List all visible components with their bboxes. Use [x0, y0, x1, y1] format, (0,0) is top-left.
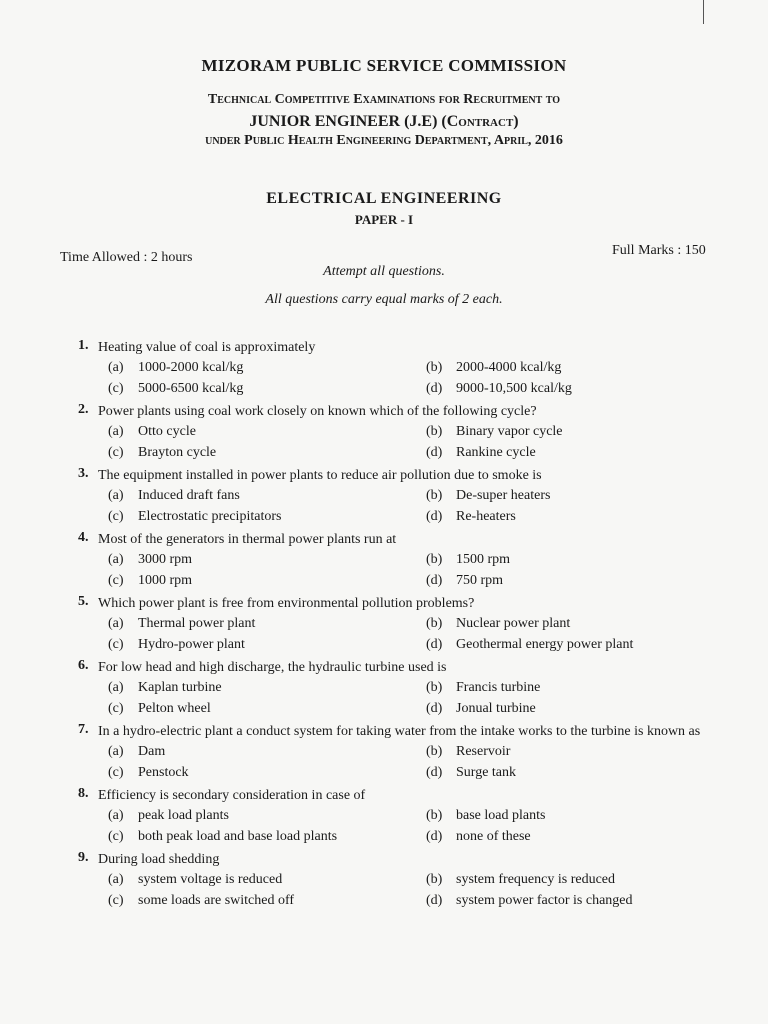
question-line — [78, 786, 738, 805]
option-label: (a) — [108, 424, 124, 439]
question-line — [78, 530, 738, 549]
question-text: Most of the generators in thermal power plants run at — [98, 532, 397, 547]
question-number: 6. — [78, 658, 89, 673]
answer-option — [108, 506, 426, 527]
option-label: (a) — [108, 616, 124, 631]
answer-option — [108, 613, 426, 634]
answer-option — [108, 762, 426, 783]
answer-option — [426, 826, 746, 847]
answer-option — [426, 677, 746, 698]
option-label: (c) — [108, 573, 124, 588]
answer-option — [426, 698, 746, 719]
question-number: 1. — [78, 338, 89, 353]
post-title — [0, 113, 768, 131]
question-line — [78, 722, 738, 741]
option-text: system voltage is reduced — [138, 872, 283, 887]
option-label: (b) — [426, 360, 443, 375]
option-grid — [108, 485, 738, 527]
option-text: 1500 rpm — [456, 552, 511, 567]
option-label: (b) — [426, 424, 443, 439]
answer-option — [426, 549, 746, 570]
option-text: 9000-10,500 kcal/kg — [456, 381, 572, 396]
page-edge-mark — [703, 0, 704, 24]
option-label: (b) — [426, 488, 443, 503]
option-label: (a) — [108, 744, 124, 759]
option-text: Penstock — [138, 765, 189, 780]
question-item — [78, 466, 738, 527]
option-grid — [108, 869, 738, 911]
exam-subtitle: Technical Competitive Examinations for Recruitment to — [207, 92, 561, 107]
option-label: (d) — [426, 509, 443, 524]
option-label: (c) — [108, 381, 124, 396]
question-item — [78, 722, 738, 783]
option-label: (b) — [426, 616, 443, 631]
question-text: Power plants using coal work closely on known which of the following cycle? — [98, 404, 537, 419]
option-grid — [108, 741, 738, 783]
answer-option — [426, 634, 746, 655]
option-text: system frequency is reduced — [456, 872, 615, 887]
option-label: (c) — [108, 765, 124, 780]
answer-option — [426, 421, 746, 442]
answer-option — [426, 613, 746, 634]
option-label: (a) — [108, 872, 124, 887]
question-text: Which power plant is free from environmental pollution problems? — [98, 596, 475, 611]
question-item — [78, 786, 738, 847]
answer-option — [108, 421, 426, 442]
option-text: Electrostatic precipitators — [138, 509, 282, 524]
time-allowed: Time Allowed : 2 hours — [60, 250, 193, 265]
answer-option — [426, 762, 746, 783]
option-text: Re-heaters — [456, 509, 516, 524]
answer-option — [108, 442, 426, 463]
question-text: For low head and high discharge, the hydraulic turbine used is — [98, 660, 447, 675]
instruction-marks: All questions carry equal marks of 2 each. — [265, 292, 503, 307]
option-text: both peak load and base load plants — [138, 829, 338, 844]
option-text: 750 rpm — [456, 573, 504, 588]
question-line — [78, 338, 738, 357]
answer-option — [108, 741, 426, 762]
option-text: Binary vapor cycle — [456, 424, 563, 439]
option-grid — [108, 805, 738, 847]
answer-option — [426, 357, 746, 378]
option-label: (d) — [426, 829, 443, 844]
option-grid — [108, 677, 738, 719]
option-text: Nuclear power plant — [456, 616, 571, 631]
option-label: (c) — [108, 637, 124, 652]
option-label: (a) — [108, 680, 124, 695]
option-label: (c) — [108, 701, 124, 716]
question-number: 5. — [78, 594, 89, 609]
option-text: 5000-6500 kcal/kg — [138, 381, 244, 396]
option-text: Pelton wheel — [138, 701, 211, 716]
option-text: De-super heaters — [456, 488, 551, 503]
answer-option — [108, 485, 426, 506]
question-item — [78, 530, 738, 591]
option-text: Surge tank — [456, 765, 517, 780]
answer-option — [108, 869, 426, 890]
question-line — [78, 594, 738, 613]
option-grid — [108, 613, 738, 655]
option-label: (d) — [426, 445, 443, 460]
option-label: (c) — [108, 445, 124, 460]
question-item — [78, 402, 738, 463]
option-text: base load plants — [456, 808, 546, 823]
post-title-main: JUNIOR ENGINEER (J.E) ( — [249, 113, 447, 130]
option-label: (c) — [108, 829, 124, 844]
answer-option — [108, 634, 426, 655]
option-text: Induced draft fans — [138, 488, 240, 503]
answer-option — [108, 890, 426, 911]
option-label: (d) — [426, 637, 443, 652]
option-text: Thermal power plant — [138, 616, 256, 631]
question-number: 4. — [78, 530, 89, 545]
question-number: 8. — [78, 786, 89, 801]
option-label: (a) — [108, 552, 124, 567]
option-label: (c) — [108, 893, 124, 908]
answer-option — [108, 570, 426, 591]
option-text: peak load plants — [138, 808, 229, 823]
department-line: under Public Health Engineering Department, April, 2016 — [205, 133, 563, 148]
option-label: (d) — [426, 701, 443, 716]
answer-option — [426, 378, 746, 399]
option-label: (b) — [426, 808, 443, 823]
option-label: (d) — [426, 381, 443, 396]
option-text: 1000 rpm — [138, 573, 193, 588]
answer-option — [108, 805, 426, 826]
option-text: system power factor is changed — [456, 893, 633, 908]
option-text: Geothermal energy power plant — [456, 637, 634, 652]
question-list — [78, 338, 738, 914]
question-item — [78, 594, 738, 655]
answer-option — [108, 378, 426, 399]
instruction-attempt: Attempt all questions. — [323, 264, 445, 279]
post-title-close: ) — [513, 113, 519, 130]
question-line — [78, 466, 738, 485]
answer-option — [426, 506, 746, 527]
answer-option — [108, 677, 426, 698]
option-text: 2000-4000 kcal/kg — [456, 360, 562, 375]
option-label: (b) — [426, 872, 443, 887]
question-item — [78, 850, 738, 911]
option-label: (a) — [108, 808, 124, 823]
question-number: 3. — [78, 466, 89, 481]
question-text: Heating value of coal is approximately — [98, 340, 316, 355]
question-text: The equipment installed in power plants to reduce air pollution due to smoke is — [98, 468, 542, 483]
answer-option — [426, 890, 746, 911]
answer-option — [108, 698, 426, 719]
question-number: 7. — [78, 722, 89, 737]
answer-option — [426, 442, 746, 463]
answer-option — [108, 549, 426, 570]
question-text: During load shedding — [98, 852, 220, 867]
option-text: Dam — [138, 744, 166, 759]
commission-title: MIZORAM PUBLIC SERVICE COMMISSION — [201, 56, 567, 75]
answer-option — [426, 485, 746, 506]
question-line — [78, 658, 738, 677]
question-number: 2. — [78, 402, 89, 417]
option-label: (a) — [108, 360, 124, 375]
option-text: Rankine cycle — [456, 445, 536, 460]
option-label: (b) — [426, 744, 443, 759]
subject-title: ELECTRICAL ENGINEERING — [266, 190, 502, 207]
question-text: Efficiency is secondary consideration in case of — [98, 788, 366, 803]
answer-option — [108, 357, 426, 378]
answer-option — [426, 805, 746, 826]
option-label: (c) — [108, 509, 124, 524]
question-line — [78, 402, 738, 421]
option-label: (b) — [426, 552, 443, 567]
question-text: In a hydro-electric plant a conduct system for taking water from the intake works to the turbine is known as — [98, 724, 701, 739]
option-text: some loads are switched off — [138, 893, 295, 908]
question-line — [78, 850, 738, 869]
question-number: 9. — [78, 850, 89, 865]
option-grid — [108, 421, 738, 463]
answer-option — [426, 741, 746, 762]
option-text: Jonual turbine — [456, 701, 536, 716]
option-text: none of these — [456, 829, 531, 844]
option-text: Hydro-power plant — [138, 637, 245, 652]
answer-option — [426, 869, 746, 890]
full-marks: Full Marks : 150 — [612, 243, 706, 258]
question-item — [78, 658, 738, 719]
post-title-contract: Contract — [446, 113, 514, 130]
answer-option — [108, 826, 426, 847]
paper-title: PAPER - I — [354, 212, 414, 227]
option-text: Brayton cycle — [138, 445, 217, 460]
option-text: Francis turbine — [456, 680, 541, 695]
option-grid — [108, 549, 738, 591]
option-label: (a) — [108, 488, 124, 503]
option-grid — [108, 357, 738, 399]
option-label: (d) — [426, 573, 443, 588]
option-label: (d) — [426, 893, 443, 908]
option-text: 1000-2000 kcal/kg — [138, 360, 244, 375]
option-text: Otto cycle — [138, 424, 196, 439]
question-item — [78, 338, 738, 399]
option-text: 3000 rpm — [138, 552, 193, 567]
option-text: Kaplan turbine — [138, 680, 222, 695]
option-label: (b) — [426, 680, 443, 695]
option-label: (d) — [426, 765, 443, 780]
option-text: Reservoir — [456, 744, 511, 759]
answer-option — [426, 570, 746, 591]
